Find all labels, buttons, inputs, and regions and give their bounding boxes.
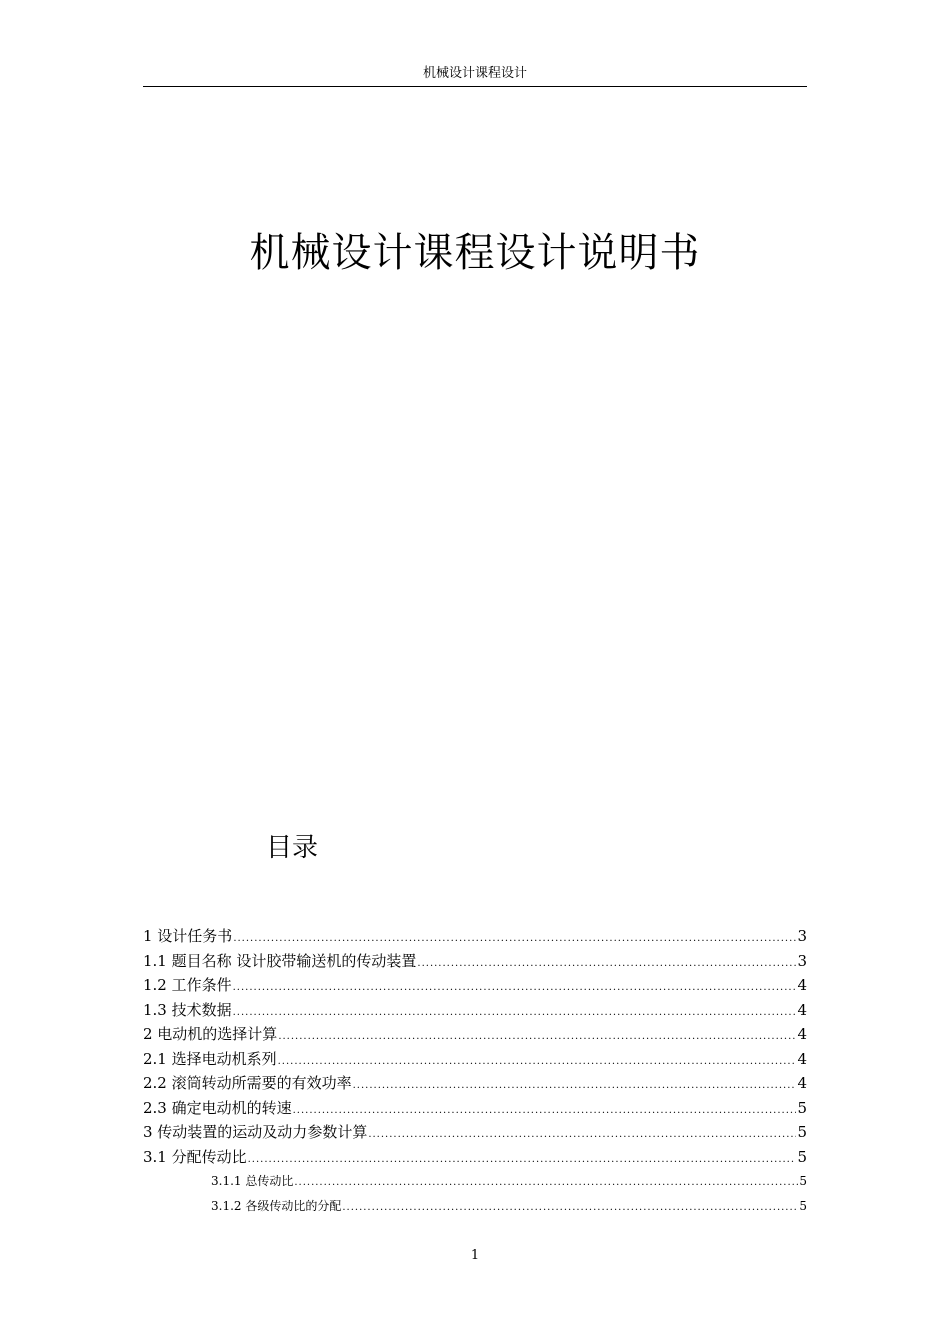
- toc-entry-text: 1.3 技术数据: [143, 1000, 232, 1019]
- toc-entry-text: 1 设计任务书: [143, 927, 233, 945]
- toc-page-number: 3: [797, 951, 807, 970]
- toc-dot-leader: [294, 1171, 798, 1196]
- page-number: 1: [470, 1248, 480, 1263]
- toc-entry-text: 2.3 确定电动机的转速: [143, 1098, 292, 1117]
- toc-page-number: 4: [797, 1074, 807, 1092]
- toc-entry[interactable]: [143, 1169, 807, 1194]
- toc-entry[interactable]: [143, 949, 807, 974]
- toc-entry[interactable]: [143, 1194, 807, 1219]
- toc-entry[interactable]: [143, 924, 807, 949]
- toc-page-number: 3: [797, 927, 807, 945]
- toc-dot-leader: [278, 1025, 796, 1050]
- toc-dot-leader: [278, 1050, 797, 1075]
- toc-entry[interactable]: [143, 1071, 807, 1096]
- toc-entry[interactable]: [143, 973, 807, 998]
- toc-page-number: 5: [797, 1147, 807, 1166]
- toc-entry-text: 2 电动机的选择计算: [143, 1025, 278, 1043]
- toc-page-number: 4: [797, 1049, 807, 1068]
- toc-page-number: 5: [799, 1198, 807, 1213]
- table-of-contents: [143, 924, 807, 1218]
- toc-dot-leader: [417, 952, 796, 977]
- toc-entry[interactable]: [143, 1120, 807, 1145]
- toc-entry[interactable]: [143, 1022, 807, 1047]
- toc-page-number: 4: [797, 1025, 807, 1043]
- running-header: [143, 64, 807, 87]
- toc-dot-leader: [233, 976, 797, 1001]
- toc-dot-leader: [342, 1196, 798, 1221]
- toc-entry[interactable]: [143, 1145, 807, 1170]
- toc-dot-leader: [353, 1074, 797, 1099]
- toc-page-number: 5: [797, 1123, 807, 1141]
- document-title: 机械设计课程设计说明书: [249, 230, 701, 276]
- toc-entry[interactable]: [143, 998, 807, 1023]
- toc-dot-leader: [368, 1123, 796, 1148]
- toc-heading: 目录: [266, 833, 319, 863]
- toc-entry-text: 3 传动装置的运动及动力参数计算: [143, 1123, 368, 1141]
- toc-entry-text: 1.1 题目名称 设计胶带输送机的传动装置: [143, 951, 417, 970]
- toc-entry-text: 3.1 分配传动比: [143, 1147, 247, 1166]
- toc-page-number: 4: [797, 1000, 807, 1019]
- toc-page-number: 5: [797, 1098, 807, 1117]
- toc-entry-text: 3.1.2 各级传动比的分配: [211, 1198, 342, 1213]
- toc-entry[interactable]: [143, 1096, 807, 1121]
- toc-dot-leader: [293, 1099, 797, 1124]
- toc-entry-text: 1.2 工作条件: [143, 976, 232, 994]
- toc-entry[interactable]: [143, 1047, 807, 1072]
- toc-entry-text: 2.2 滚筒转动所需要的有效功率: [143, 1074, 352, 1092]
- toc-entry-text: 3.1.1 总传动比: [211, 1174, 294, 1188]
- toc-dot-leader: [233, 1001, 797, 1026]
- toc-entry-text: 2.1 选择电动机系列: [143, 1049, 277, 1068]
- toc-dot-leader: [248, 1148, 797, 1173]
- running-header-title: 机械设计课程设计: [422, 66, 527, 81]
- toc-page-number: 4: [797, 976, 807, 994]
- toc-page-number: 5: [799, 1174, 807, 1188]
